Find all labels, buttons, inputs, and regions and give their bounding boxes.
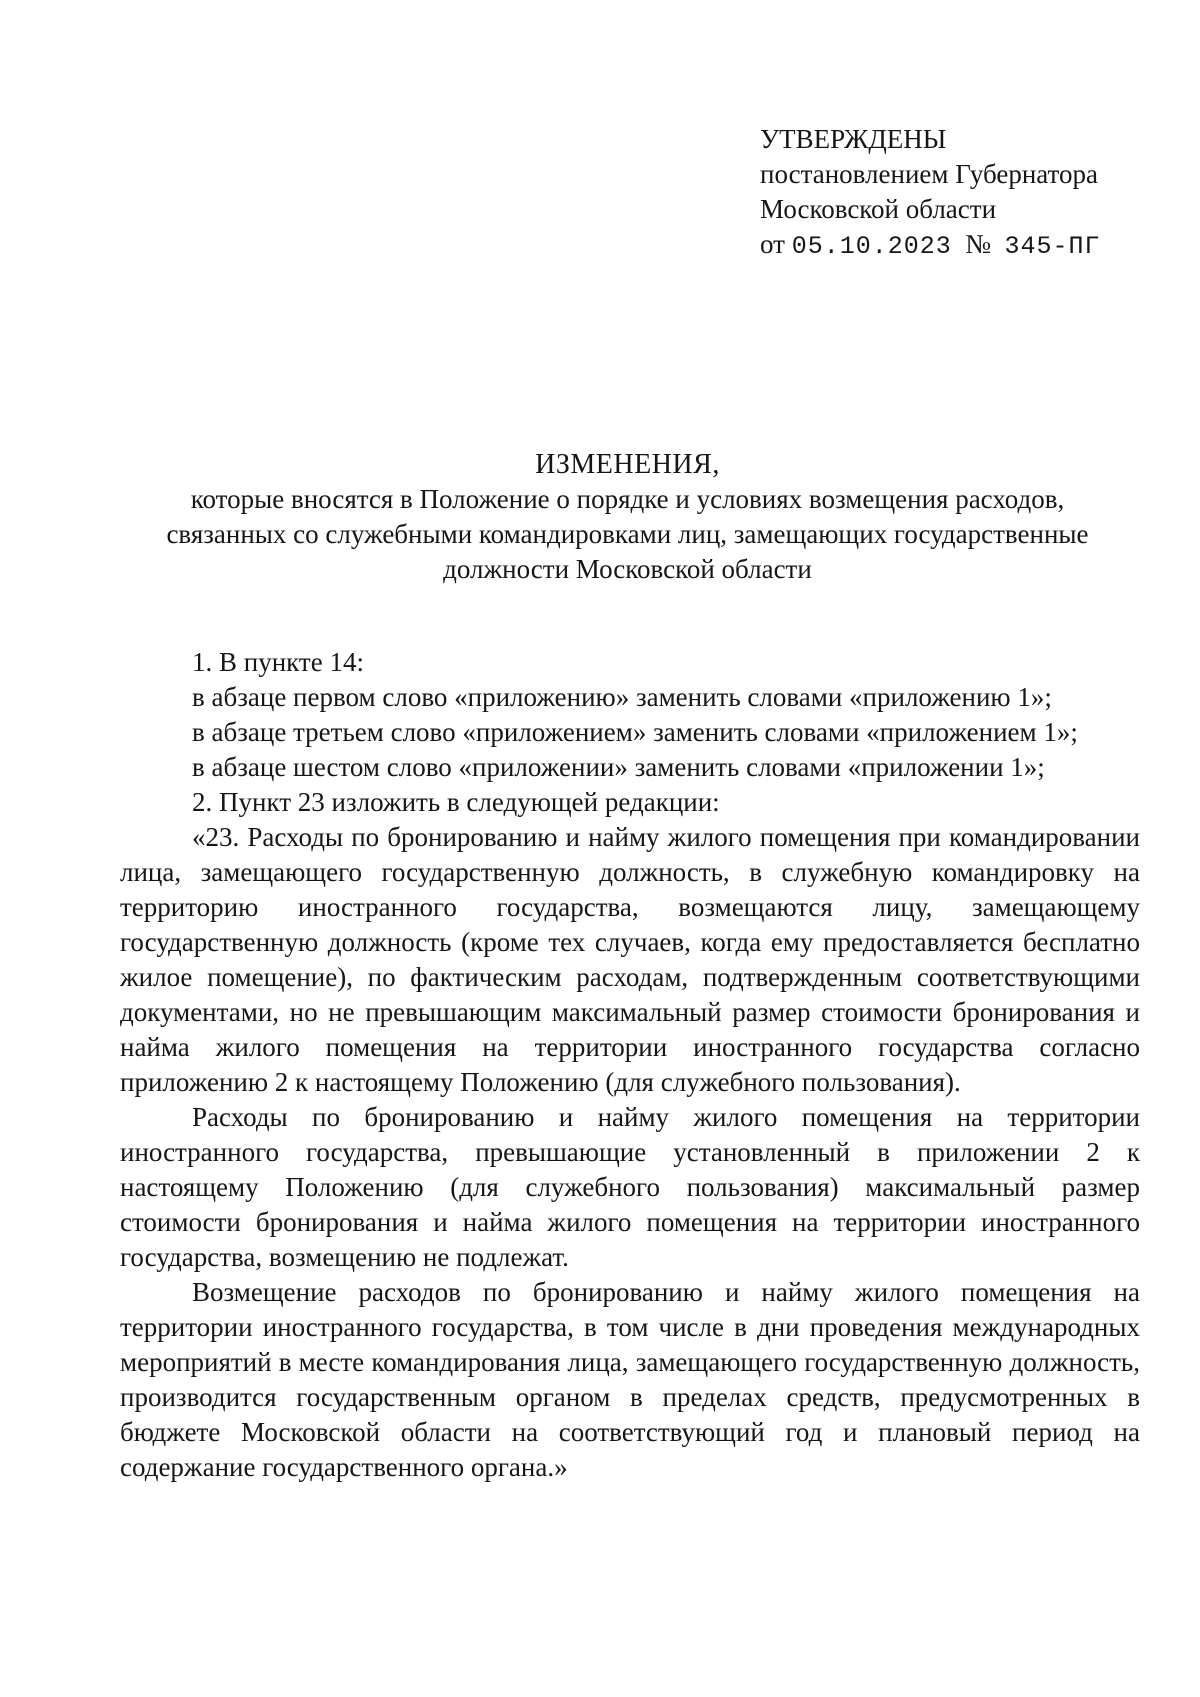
decree-date: 05.10.2023 — [791, 232, 952, 261]
paragraph-2: в абзаце первом слово «приложению» заменить словами «приложению 1»; — [192, 682, 1052, 712]
paragraph-5: 2. Пункт 23 изложить в следующей редакции: — [192, 787, 720, 817]
heading-line-1: которые вносятся в Положение о порядке и условиях возмещения расходов, — [190, 484, 1065, 514]
date-prefix: от — [760, 229, 785, 259]
document-title: ИЗМЕНЕНИЯ, — [535, 449, 720, 480]
paragraph-1: 1. В пункте 14: — [192, 647, 364, 677]
heading-line-3: должности Московской области — [443, 554, 812, 584]
paragraph-8: Возмещение расходов по бронированию и найму жилого помещения на территории иностранного государства, в том числе в дни проведения международных мероприятий в месте командирования лица, замещающего государственную должность, производится государственным органом в пределах средств, предусмотренных в бюджете Московской области на соответствующий год и плановый период на содержание государственного органа.» — [120, 1277, 1140, 1482]
paragraph-4: в абзаце шестом слово «приложении» заменить словами «приложении 1»; — [192, 752, 1045, 782]
approval-date-line — [760, 227, 1160, 264]
heading-line-2: связанных со служебными командировками лиц, замещающих государственные — [166, 519, 1089, 549]
paragraph-3: в абзаце третьем слово «приложением» заменить словами «приложением 1»; — [192, 717, 1078, 747]
paragraph-6: «23. Расходы по бронированию и найму жилого помещения при командировании лица, замещающего государственную должность, в служебную командировку на территорию иностранного государства, возмещаются лицу, замещающему государственную должность (кроме тех случаев, когда ему предоставляется бесплатно жилое помещение), по фактическим расходам, подтвержденным соответствующими документами, но не превышающим максимальный размер стоимости бронирования и найма жилого помещения на территории иностранного государства согласно приложению 2 к настоящему Положению (для служебного пользования). — [120, 822, 1140, 1097]
approval-block — [760, 122, 1160, 264]
document-heading — [120, 447, 1135, 587]
decree-number: 345-ПГ — [1004, 232, 1101, 261]
number-sign: № — [965, 229, 991, 259]
approval-region-line: Московской области — [760, 194, 997, 224]
approval-decree-line: постановлением Губернатора — [760, 159, 1098, 189]
document-body — [120, 645, 1140, 1485]
approval-title: УТВЕРЖДЕНЫ — [760, 124, 947, 154]
paragraph-7: Расходы по бронированию и найму жилого помещения на территории иностранного государства, превышающие установленный в приложении 2 к настоящему Положению (для служебного пользования) максимальный размер стоимости бронирования и найма жилого помещения на территории иностранного государства, возмещению не подлежат. — [120, 1102, 1140, 1272]
